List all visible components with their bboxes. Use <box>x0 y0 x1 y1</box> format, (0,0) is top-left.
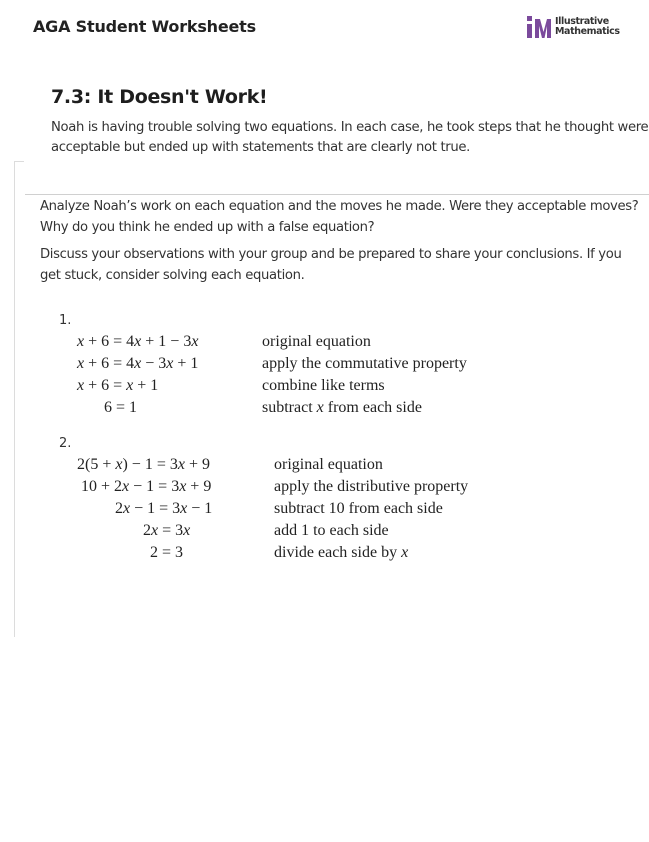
equation: x + 6 = x + 1 <box>77 377 159 394</box>
activity-intro: Noah is having trouble solving two equations. In each case, he took steps that he thought were acceptable but ended up with statements that are clearly not true. <box>51 120 649 155</box>
step-row <box>62 520 502 542</box>
step-move: apply the commutative property <box>262 355 467 372</box>
worksheet-header-title: AGA Student Worksheets <box>33 17 256 36</box>
logo-line-2: Mathematics <box>555 26 620 37</box>
task-paragraph: Analyze Noah’s work on each equation and the moves he made. Were they acceptable moves? Why do you think he ended up with a false equation? <box>40 199 639 235</box>
step-move: apply the distributive property <box>274 478 469 495</box>
equation: 2x = 3x <box>143 522 191 539</box>
step-move: combine like terms <box>262 377 385 394</box>
step-row <box>62 331 482 353</box>
problem-number: 2. <box>59 436 72 451</box>
step-move: original equation <box>262 333 371 350</box>
equation: 6 = 1 <box>104 399 138 416</box>
section-divider <box>25 194 649 195</box>
step-row <box>62 498 502 520</box>
step-move: subtract x from each side <box>262 399 422 416</box>
problem-1-steps <box>62 331 482 419</box>
task-frame-top-border <box>14 161 24 162</box>
activity-title: 7.3: It Doesn't Work! <box>51 86 268 108</box>
step-move: divide each side by x <box>274 544 409 561</box>
equation: x + 6 = 4x − 3x + 1 <box>77 355 199 372</box>
im-logo-mark-icon <box>526 15 552 39</box>
equation: x + 6 = 4x + 1 − 3x <box>77 333 199 350</box>
task-frame-left-border <box>14 161 15 637</box>
step-move: add 1 to each side <box>274 522 389 539</box>
step-row <box>62 476 502 498</box>
equation: 10 + 2x − 1 = 3x + 9 <box>81 478 212 495</box>
logo-line-1: Illustrative <box>555 16 609 27</box>
step-row <box>62 375 482 397</box>
step-row <box>62 353 482 375</box>
logo-wordmark <box>555 17 620 37</box>
illustrative-mathematics-logo <box>526 14 620 40</box>
equation: 2x − 1 = 3x − 1 <box>115 500 213 517</box>
step-move: subtract 10 from each side <box>274 500 443 517</box>
equation: 2 = 3 <box>150 544 184 561</box>
step-move: original equation <box>274 456 383 473</box>
equation: 2(5 + x) − 1 = 3x + 9 <box>77 456 210 473</box>
problem-2-steps <box>62 454 502 564</box>
problem-number: 1. <box>59 313 72 328</box>
task-paragraph: Discuss your observations with your group and be prepared to share your conclusions. If you get stuck, consider solving each equation. <box>40 247 622 283</box>
step-row <box>62 542 502 564</box>
step-row <box>62 454 502 476</box>
step-row <box>62 397 482 419</box>
